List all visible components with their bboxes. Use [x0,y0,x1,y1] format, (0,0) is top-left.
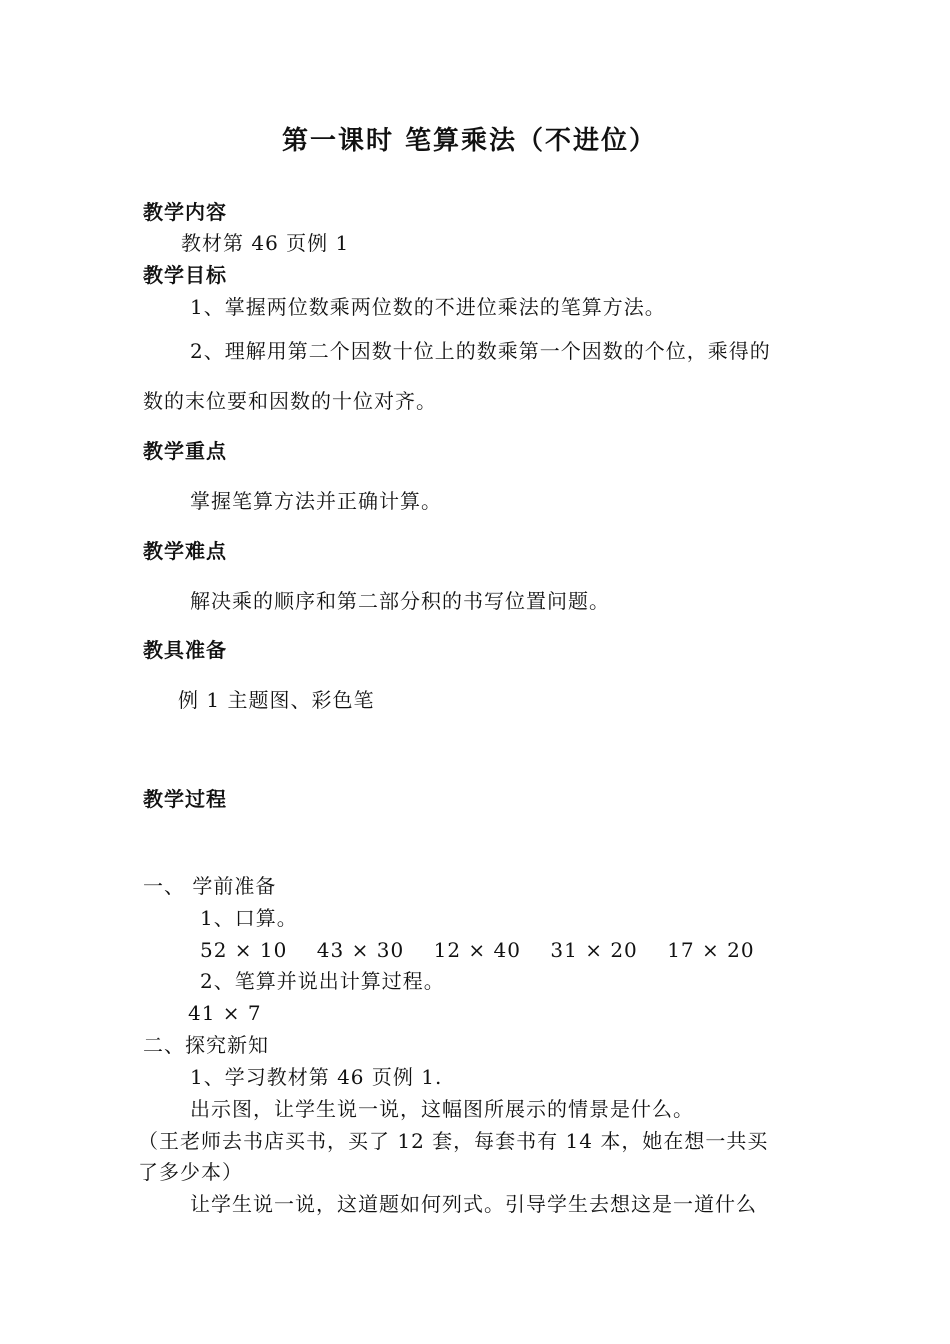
part-2-para-2-line-1: （王老师去书店买书，买了 12 套，每套书有 14 本，她在想一共买 [138,1129,769,1153]
section-heading-goals: 教学目标 [143,263,227,287]
goal-item-1: 1、掌握两位数乘两位数的不进位乘法的笔算方法。 [190,295,666,319]
section-heading-process: 教学过程 [143,787,227,811]
goal-item-2-line-2: 数的末位要和因数的十位对齐。 [143,389,437,413]
materials-text: 例 1 主题图、彩色笔 [178,688,375,712]
part-1-heading: 一、 学前准备 [143,874,277,898]
section-heading-materials: 教具准备 [143,638,227,662]
part-1-step-1: 1、口算。 [200,906,298,930]
part-2-para-3: 让学生说一说，这道题如何列式。引导学生去想这是一道什么 [190,1192,757,1216]
content-text: 教材第 46 页例 1 [181,231,350,255]
part-2-para-1: 出示图，让学生说一说，这幅图所展示的情景是什么。 [190,1097,694,1121]
part-2-heading: 二、探究新知 [143,1033,269,1057]
difficulty-text: 解决乘的顺序和第二部分积的书写位置问题。 [190,589,610,613]
section-heading-key-point: 教学重点 [143,439,227,463]
section-heading-difficulty: 教学难点 [143,539,227,563]
goal-item-2-line-1: 2、理解用第二个因数十位上的数乘第一个因数的个位，乘得的 [190,339,771,363]
part-2-para-2-line-2: 了多少本） [138,1160,243,1184]
part-1-step-2: 2、笔算并说出计算过程。 [200,969,445,993]
written-math-problem: 41 × 7 [188,1001,262,1025]
key-point-text: 掌握笔算方法并正确计算。 [190,489,442,513]
oral-math-problems: 52 × 10 43 × 30 12 × 40 31 × 20 17 × 20 [200,938,755,962]
section-heading-content: 教学内容 [143,200,227,224]
page-title: 第一课时 笔算乘法（不进位） [282,126,658,156]
part-2-step-1: 1、学习教材第 46 页例 1. [190,1065,443,1089]
